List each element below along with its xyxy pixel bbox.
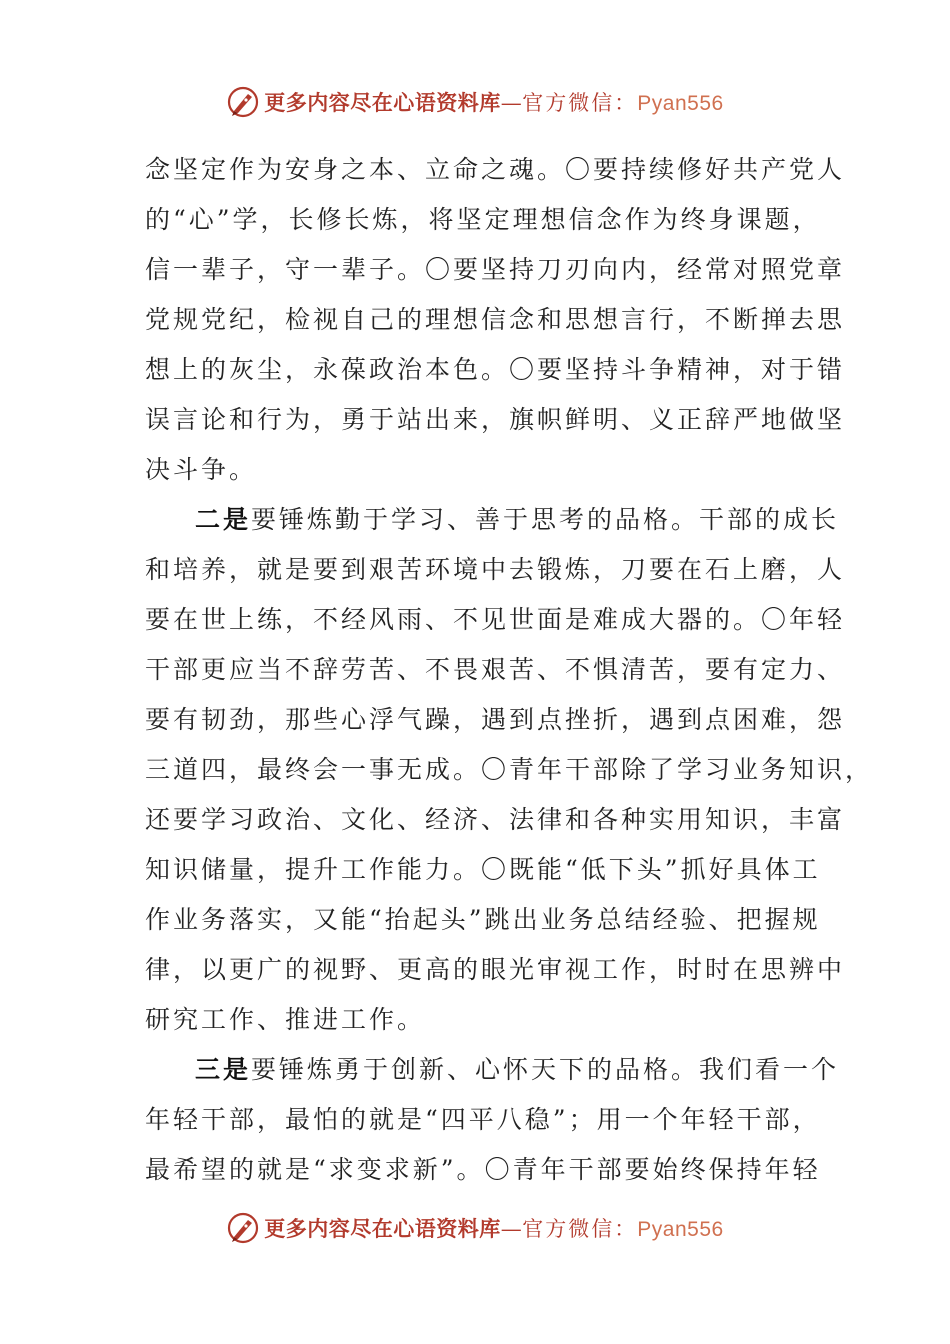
text-line: 党规党纪，检视自己的理想信念和思想言行，不断掸去思 (145, 305, 846, 334)
text-line: 干部更应当不辞劳苦、不畏艰苦、不惧清苦，要有定力、 (145, 655, 846, 684)
footer-banner (0, 1208, 950, 1248)
text-line: 最希望的就是“求变求新”。〇青年干部要始终保持年轻 (145, 1155, 821, 1184)
pen-nib-logo-icon (226, 85, 260, 119)
footer-dash: — (500, 1217, 523, 1241)
text-line: 决斗争。 (145, 455, 258, 484)
text-line: 三道四，最终会一事无成。〇青年干部除了学习业务知识， (145, 755, 874, 784)
text-line: 作业务落实，又能“抬起头”跳出业务总结经验、把握规 (145, 905, 821, 934)
paragraph-3-first-text: 要锤炼勇于创新、心怀天下的品格。我们看一个 (251, 1055, 840, 1084)
paragraph-2-lead: 二是 (195, 505, 252, 534)
header-dash: — (500, 91, 523, 115)
paragraph-3-lead: 三是 (195, 1055, 252, 1084)
text-line: 年轻干部，最怕的就是“四平八稳”；用一个年轻干部， (145, 1105, 821, 1134)
text-line: 还要学习政治、文化、经济、法律和各种实用知识，丰富 (145, 805, 846, 834)
pen-nib-logo-icon (226, 1211, 260, 1245)
text-line: 念坚定作为安身之本、立命之魂。〇要持续修好共产党人 (145, 155, 846, 184)
text-line: 的“心”学，长修长炼，将坚定理想信念作为终身课题， (145, 205, 821, 234)
text-line: 要在世上练，不经风雨、不见世面是难成大器的。〇年轻 (145, 605, 846, 634)
text-line: 要有韧劲，那些心浮气躁，遇到点挫折，遇到点困难，怨 (145, 705, 846, 734)
text-line: 想上的灰尘，永葆政治本色。〇要坚持斗争精神，对于错 (145, 355, 846, 384)
text-line: 研究工作、推进工作。 (145, 1005, 426, 1034)
paragraph-2-first-text: 要锤炼勤于学习、善于思考的品格。干部的成长 (251, 505, 840, 534)
paragraph-3-first-line (145, 1045, 840, 1095)
text-line: 误言论和行为，勇于站出来，旗帜鲜明、义正辞严地做坚 (145, 405, 846, 434)
header-banner (0, 82, 950, 122)
footer-wechat-id: Pyan556 (637, 1218, 724, 1241)
footer-wechat-label: 官方微信： (522, 1217, 638, 1241)
paragraph-2-first-line (145, 495, 840, 545)
footer-banner-text (264, 1213, 723, 1243)
header-wechat-id: Pyan556 (637, 92, 724, 115)
header-title: 更多内容尽在心语资料库 (264, 90, 501, 115)
footer-title: 更多内容尽在心语资料库 (264, 1216, 501, 1241)
text-line: 信一辈子，守一辈子。〇要坚持刀刃向内，经常对照党章 (145, 255, 846, 284)
header-banner-text (264, 87, 723, 117)
text-line: 和培养，就是要到艰苦环境中去锻炼，刀要在石上磨，人 (145, 555, 846, 584)
text-line: 律，以更广的视野、更高的眼光审视工作，时时在思辨中 (145, 955, 846, 984)
text-line: 知识储量，提升工作能力。〇既能“低下头”抓好具体工 (145, 855, 821, 884)
header-wechat-label: 官方微信： (522, 91, 638, 115)
document-body (145, 145, 874, 1195)
